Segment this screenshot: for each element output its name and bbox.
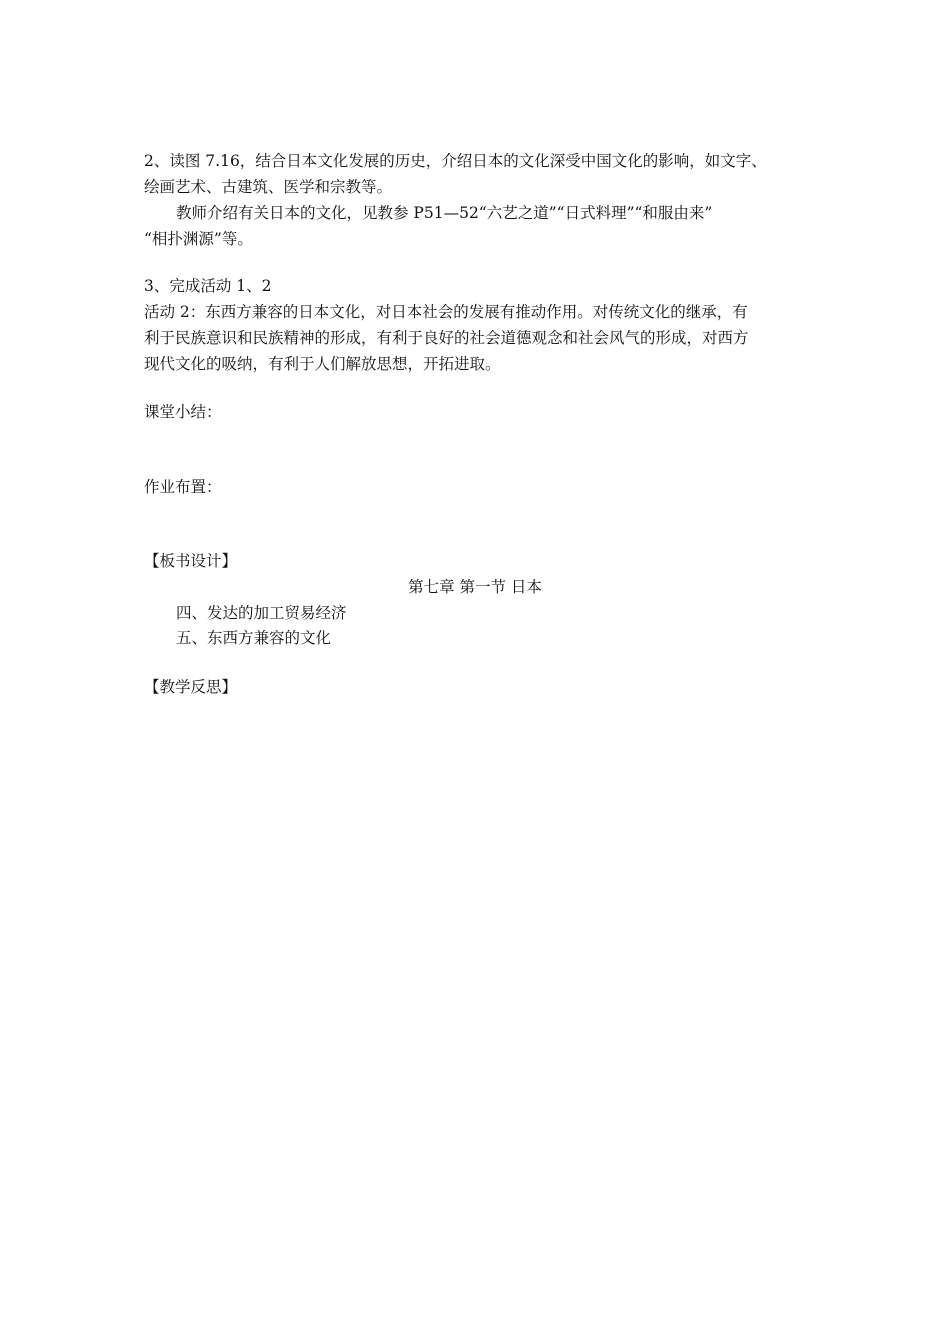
board-design-title: 第七章 第一节 日本: [408, 578, 542, 596]
summary-label: 课堂小结：: [144, 403, 222, 421]
board-design-item1: 四、发达的加工贸易经济: [176, 604, 347, 622]
board-design-item2: 五、东西方兼容的文化: [176, 629, 332, 647]
reflection-heading: 【教学反思】: [144, 678, 238, 696]
section2-line1: 2、读图 7.16，结合日本文化发展的历史，介绍日本的文化深受中国文化的影响，如文字、: [144, 152, 767, 170]
section3-line1: 活动 2：东西方兼容的日本文化，对日本社会的发展有推动作用。对传统文化的继承，有: [144, 303, 748, 321]
section2-line2: 绘画艺术、古建筑、医学和宗教等。: [144, 178, 393, 196]
section2-line3: 教师介绍有关日本的文化，见教参 P51—52“六艺之道”“日式料理”“和服由来”: [176, 204, 713, 222]
homework-label: 作业布置：: [144, 478, 222, 496]
section3-line3: 现代文化的吸纳，有利于人们解放思想，开拓进取。: [144, 355, 501, 373]
section3-line2: 利于民族意识和民族精神的形成，有利于良好的社会道德观念和社会风气的形成，对西方: [144, 329, 749, 347]
section2-line4: “相扑渊源”等。: [144, 230, 253, 248]
section3-heading: 3、完成活动 1、2: [144, 277, 272, 295]
board-design-heading: 【板书设计】: [144, 552, 238, 570]
